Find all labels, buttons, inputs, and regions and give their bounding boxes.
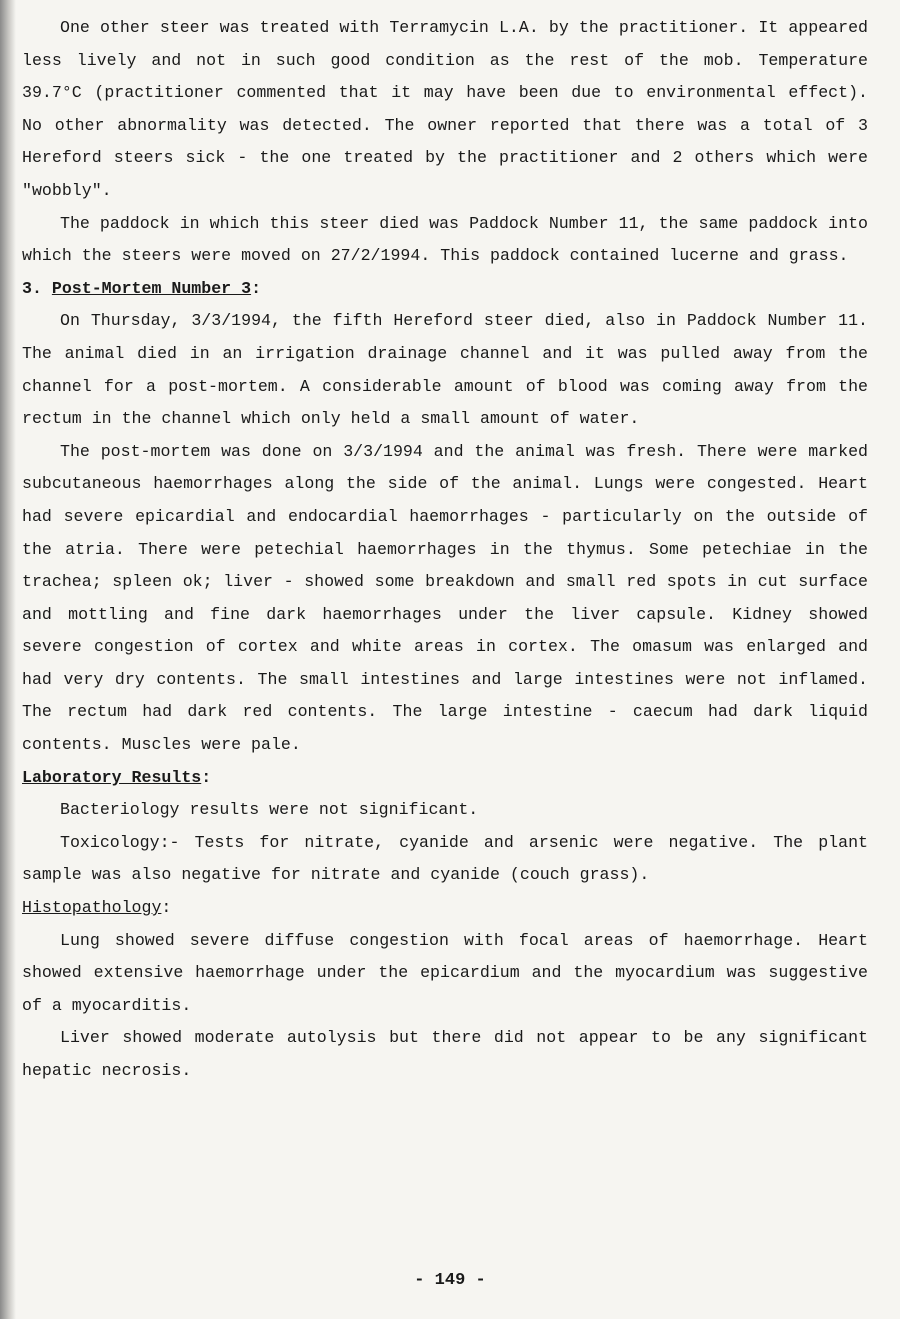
heading-title: Post-Mortem Number 3 [51,278,252,298]
paragraph-histology-liver: Liver showed moderate autolysis but there did not appear to be any significant hepatic necrosis. [22,1028,868,1080]
document-page [22,12,868,1088]
heading-colon: : [161,898,172,918]
paragraph-steer-treatment: One other steer was treated with Terramycin L.A. by the practitioner. It appeared less lively and not in such good condition as the rest of the mob. Temperature 39.7°C (practitioner commented that it may have been due to environmental effect). No other abnormality was detected. The owner reported that there was a total of 3 Hereford steers sick - the one treated by the practitioner and 2 others which were "wobbly". [22,18,868,200]
heading-colon: : [251,278,262,298]
scan-edge-shadow [0,0,16,1319]
paragraph-toxicology: Toxicology:- Tests for nitrate, cyanide and arsenic were negative. The plant sample was also negative for nitrate and cyanide (couch grass). [22,832,868,885]
page-number: - 149 - [414,1271,486,1290]
heading-post-mortem-3 [22,273,868,306]
paragraph-paddock: The paddock in which this steer died was Paddock Number 11, the same paddock into which the steers were moved on 27/2/1994. This paddock contained lucerne and grass. [22,213,868,266]
paragraph-post-mortem-findings: The post-mortem was done on 3/3/1994 and the animal was fresh. There were marked subcutaneous haemorrhages along the side of the animal. Lungs were congested. Heart had severe epicardial and endocardial haemorrhages - particularly on the outside of the atria. There were petechial haemorrhages in the thymus. Some petechiae in the trachea; spleen ok; liver - showed some breakdown and small red spots in cut surface and mottling and fine dark haemorrhages under the liver capsule. Kidney showed severe congestion of cortex and white areas in cortex. The omasum was enlarged and had very dry contents. The small intestines and large intestines were not inflamed. The rectum had dark red contents. The large intestine - caecum had dark liquid contents. Muscles were pale. [22,441,868,755]
heading-title: Histopathology [22,898,162,918]
paragraph-histology-lung-heart: Lung showed severe diffuse congestion with focal areas of haemorrhage. Heart showed extensive haemorrhage under the epicardium and the myocardium was suggestive of a myocarditis. [22,930,868,1015]
heading-colon: : [201,767,212,787]
heading-title: Laboratory Results [22,767,202,787]
paragraph-fifth-steer-death: On Thursday, 3/3/1994, the fifth Hereford steer died, also in Paddock Number 11. The animal died in an irrigation drainage channel and it was pulled away from the channel for a post-mortem. A considerable amount of blood was coming away from the rectum in the channel which only held a small amount of water. [22,311,868,429]
heading-number: 3. [22,278,42,298]
paragraph-bacteriology: Bacteriology results were not significant. [60,800,479,820]
heading-laboratory-results [22,762,868,795]
heading-histopathology [22,892,868,925]
